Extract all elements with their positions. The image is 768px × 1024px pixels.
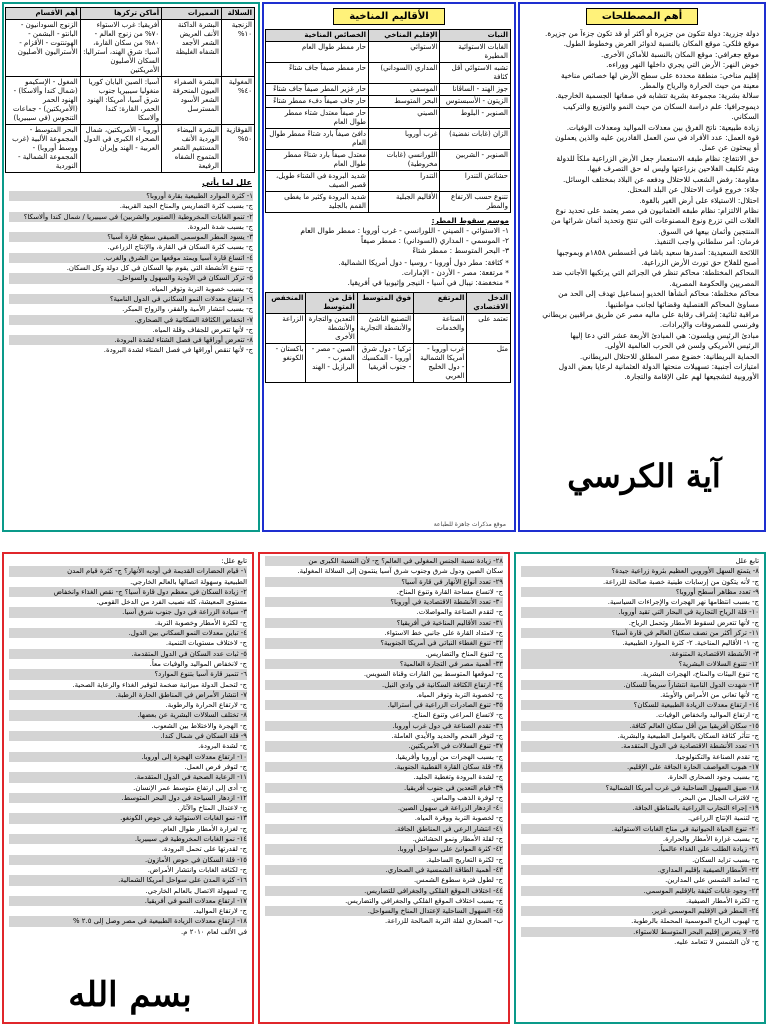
reason-line: ٤٣- أهمية الطاقة الشمسية في الصحاري. <box>265 865 503 875</box>
reason-line: ١٣- شهدت الدول النامية انتشاراً سريعاً للسكان. <box>521 680 759 690</box>
bismillah-text: بسم الله <box>68 975 192 1015</box>
climate-cell: الزان (غابات نفضية) <box>440 129 511 150</box>
reason-line: ١٧- هبوب العواصف الحارة الجافة على الإقليم. <box>521 762 759 772</box>
climate-cell: حار غزير المطر صيفاً جاف شتاءً <box>266 84 369 96</box>
table-row <box>266 192 511 213</box>
reason-line: ج- لتحمل الدولة ميزانية ضخمة لتوفير الغذاء والرعاية الصحية. <box>72 680 247 689</box>
climate-cell: الاستوائي <box>369 42 440 63</box>
race-header-cell: أهم الأقسام <box>6 8 81 20</box>
growth-line: * كثافة: مطر دول أوروبا - روسيا - دول أمريكا الشمالية. <box>338 258 509 267</box>
climate-cell: الأقاليم الجبلية <box>369 192 440 213</box>
income-table-body <box>266 314 511 383</box>
reason-line: ١٣- نمو الغابات الاستوائية في حوض الكونغو. <box>9 813 247 823</box>
population-growth-lines <box>269 258 509 288</box>
reason-line: ١٧- ارتفاع معدلات النمو في أفريقيا. <box>9 896 247 906</box>
reason-line: ج- بسبب انتشار الأمية والفقر، والزواج المبكر. <box>122 305 253 314</box>
rain-season-block <box>264 213 514 288</box>
race-cell: البحر المتوسط - المجموعة الألبية (غرب ووسط أوروبا) - المجموعة الشمالية - النوردية <box>6 125 81 173</box>
climate-header-cell: النبات <box>440 30 511 42</box>
race-cell: البشرة الداكنة الأنف العريض الشعر الأجعد الشفاه الغليظة <box>162 20 222 77</box>
reason-line: ١- كثرة الموارد الطبيعية بقارة أوروبا؟ <box>9 191 253 201</box>
reason-line: ١٤- نمو الغابات المخروطية في سيبيريا. <box>9 834 247 844</box>
reason-line: ٢٠- تنوع الحياة الحيوانية في مناخ الغابات الاستوائية. <box>521 824 759 834</box>
reason-line: ج- تتأثر كثافة السكان بالعوامل الطبيعية والبشرية. <box>617 732 759 741</box>
reason-line: ١- قيام الحضارات القديمة في أوديه الأنهار؟ ج- كثرة قيام المدن <box>9 566 247 576</box>
reason-line: ج- بسبب غزارة الأمطار والحرارة. <box>662 835 759 844</box>
income-cell: الصين - مصر - المغرب - البرازيل - الهند <box>306 344 357 383</box>
reason-line: ج- لسهولة الاتصال بالعالم الخارجي. <box>145 886 247 895</box>
reason-line: ج- بسبب خصوبة التربة وتوفر المياه. <box>149 284 253 293</box>
reason-line: ج- تتنوع الأنشطة التي يقوم بها السكان في كل دولة وكل السكان. <box>66 264 253 273</box>
reason-line: ٤٠- ازدهار الزراعة في سهول الصين. <box>265 803 503 813</box>
reason-line: ج- لوفرة الذهب والماس. <box>431 793 503 802</box>
term-line: زيادة طبيعية: ناتج الفرق بين معدلات المواليد ومعدلات الوفيات. <box>566 122 759 132</box>
reason-line: ج- لتنوع المناخ والتضاريس. <box>425 649 503 658</box>
race-header-cell: أماكن تركزها <box>80 8 161 20</box>
table-row <box>266 150 511 171</box>
bottom-left-panel <box>2 552 254 1024</box>
race-panel <box>2 2 260 532</box>
reason-line: ٤٤- اختلاف الموقع الفلكي والجغرافي للتضاريس. <box>265 886 503 896</box>
reason-line: ج- لكثرة الأمطار وخصوبة التربة. <box>154 618 247 627</box>
term-line: قوة العمل: عدد الأفراد في سن العمل القادرين عليه والذين يعملون <box>555 133 759 143</box>
race-cell: أفريقيا: غرب الاستواء ٧٠% من زنوج العالم - ٨٠% من سكان القارة، آسيا: شرق الهند، أستراليا: السكان الأصليون الأمريكتين <box>80 20 161 77</box>
rain-line: ١- الاستوائي - الصيني - اللورانسي - غرب أوروبا : ممطر طوال العام <box>300 226 509 235</box>
reason-line: الطبيعية وسهولة اتصالها بالعالم الخارجي. <box>130 577 247 586</box>
reason-line: ج- لاختلاف مستويات التنمية. <box>165 639 247 648</box>
race-cell: البشرة البيضاء الوردية الأنف المستقيم الشعر المتموج الشفاه الرفيعة <box>162 125 222 173</box>
term-line: مبادئ الرئيس ويلسون: هي المبادئ الأربعة عشر التي دعا إليها <box>570 330 759 340</box>
term-line: دولة جزرية: دولة تتكون من جزيرة أو أكثر أو قد تكون جزءاً من جزيرة. <box>545 29 759 38</box>
reason-line: ج- لأنها تتعرض للجفاف وقلة المياه. <box>152 325 253 334</box>
reason-line: ٤٢- كثرة الموانئ على سواحل أوروبا. <box>265 844 503 854</box>
term-line: مقاومة: رفض الشعب للاحتلال ودفعه عن البلاد بمختلف الوسائل. <box>562 174 759 184</box>
reason-line: ٦- تتميز قارة آسيا بتنوع الموارد؟ <box>9 669 247 679</box>
reason-line: ١١- الرعاية الصحية في الدول المتقدمة. <box>9 772 247 782</box>
reasons-list <box>4 189 258 358</box>
reason-line: ٧- انخفاض الكثافة السكانية في الصحاري. <box>9 315 253 325</box>
reason-line: ج- لتوفر الفحم والحديد والأيدي العاملة. <box>391 732 503 741</box>
term-line: سلالة بشرية: مجموعة بشرية تتشابه في صفاتها الجسمية الخارجية. <box>555 91 759 101</box>
race-table-header <box>6 8 255 20</box>
terms-panel-title: أهم المصطلحات <box>586 8 698 25</box>
term-line: فرمان: أمر سلطاني واجب التنفيذ. <box>654 237 759 247</box>
reason-line: ج- بسبب انتظامها نهر الهجرات والإجراءات السياسية. <box>607 598 759 607</box>
term-line: المصريين والحكومة المصرية. <box>669 278 759 288</box>
reason-line: ج- بسبب اختلاف الموقع الفلكي والجغرافي والتضاريس. <box>345 896 503 905</box>
reason-line: ٤- تباين معدلات النمو السكاني بين الدول. <box>9 628 247 638</box>
race-cell: المغولية ٤٠% <box>221 77 254 125</box>
term-line: إقليم مناخي: منطقة محددة على سطح الأرض لها خصائص مناخية <box>561 70 759 80</box>
reason-line: ج- بسبب تزايد السكان. <box>692 855 759 864</box>
climate-panel <box>262 2 516 532</box>
climate-cell: حار ممطر طوال العام <box>266 42 369 63</box>
reason-line: ج- لأنها تنقص أوراقها في فصل الشتاء لشدة البرودة. <box>103 346 253 355</box>
income-table-header <box>266 293 511 314</box>
climate-cell: البحر المتوسط <box>369 96 440 108</box>
race-header-cell: السلالة <box>221 8 254 20</box>
reason-line: ج- لارتفاع الحرارة والرطوبة. <box>165 701 247 710</box>
reason-line: ٨- تختلف السلالات البشرية عن بعضها. <box>9 710 247 720</box>
bottom-right-panel <box>514 552 766 1024</box>
reason-line: ١٤- ارتفاع معدلات الزيادة الطبيعية للسكان؟ <box>521 700 759 710</box>
reason-line: ٤- اتساع قارة آسيا ويمتد موقعها من الشرق والغرب. <box>9 253 253 263</box>
reason-line: ج- لتقدم الصناعة والمواصلات. <box>416 608 503 617</box>
reason-line: ٢٢- الأمطار الصيفية بإقليم المداري. <box>521 865 759 875</box>
rain-line: ٢- الموسمي - المداري (السوداني) : ممطر صيفاً <box>360 236 509 245</box>
reason-line: ٢٨- زيادة نسبة الجنس المغولي في العالم؟ ج- لأن النسبة الكبرى من <box>265 556 503 566</box>
reason-line: ٤١- انتشار الرعي في المناطق الجافة. <box>265 824 503 834</box>
climate-cell: غرب أوروبا <box>369 129 440 150</box>
reason-line: في الألف لعام ٢٠١٠ م. <box>181 927 247 936</box>
bismillah-calligraphy <box>12 968 248 1022</box>
climate-cell: المداري (السوداني) <box>369 63 440 84</box>
rain-season-title: موسم سقوط المطر: <box>431 216 509 225</box>
reason-line: ج- لقلة الأمطار ونمو الحشائش. <box>412 835 503 844</box>
climate-cell: الغابات الاستوائية المطيرة <box>440 42 511 63</box>
climate-header-cell: الخصائص المناخية <box>266 30 369 42</box>
bottom-center-list <box>260 554 508 929</box>
income-table <box>265 292 511 383</box>
reason-line: ٣٨- قلة سكان القارة القطبية الجنوبية. <box>265 762 503 772</box>
income-cell: غرب أوروبا - أمريكا الشمالية - دول الخليج العربي <box>414 344 467 383</box>
reason-line: ٧- انتشار الأمراض في المناطق الحارة الرطبة. <box>9 690 247 700</box>
climate-cell: حشائش التندرا <box>440 171 511 192</box>
reason-line: ج- لشدة البرودة وتغطية الجليد. <box>413 773 503 782</box>
table-row <box>266 63 511 84</box>
climate-panel-footer: موقع مذكرات جاهزة للطباعة <box>433 521 506 528</box>
reason-line: سكان الصين ودول شرق وجنوب شرق آسيا ينتمون إلى السلالة المغولية. <box>297 567 503 576</box>
race-table <box>5 7 255 173</box>
reason-line: مستوى المعيشة، كله نصيب الفرد من الدخل القومي. <box>96 598 247 607</box>
income-cell: مثل <box>467 344 511 383</box>
income-cell: التعدين والتجارة والأنشطة الأخرى <box>306 314 357 344</box>
reason-line: ١٥- سكان أفريقيا من أقل سكان العالم كثافة. <box>521 721 759 731</box>
reason-line: ج- لارتفاع المواليد. <box>193 907 247 916</box>
reason-line: ٣١- تعدد الأقاليم المناخية في أفريقيا؟ <box>265 618 503 628</box>
reason-line: ١٦- تعدد الأنشطة الاقتصادية في الدول المتقدمة. <box>521 741 759 751</box>
reason-line: ١٢- تتنوع السلالات البشرية؟ <box>521 659 759 669</box>
reason-line: ٣٠- تعدد الأنشطة الاقتصادية في أوروبا؟ <box>265 597 503 607</box>
reason-line: ٣٢- تنوع الغطاء النباتي في أمريكا الجنوبية؟ <box>265 638 503 648</box>
race-header-cell: المميزات <box>162 8 222 20</box>
table-row <box>266 344 511 383</box>
reason-line: ج- لكثافة الغابات وانتشار الأمراض. <box>147 865 247 874</box>
term-line: مساوئ المحاكم القنصلية وقضائها لجانب مواطنيها. <box>605 299 759 309</box>
reason-line: ٩- تعدد مظاهر أسطح أوروبا؟ <box>521 587 759 597</box>
table-row <box>6 77 255 125</box>
reason-line: ١٩- إجراء التجارب الزراعية بالمناطق الجافة. <box>521 803 759 813</box>
climate-cell: شديد البرودة وكثير ما يغطى القمم بالجليد <box>266 192 369 213</box>
reason-line: تابع علل <box>735 557 759 565</box>
term-line: خوض النهر: الأرض التي يجري داخلها النهر ووراءه. <box>606 60 759 70</box>
term-line: أو يبحثون عن عمل. <box>699 143 759 153</box>
reason-line: ٢٤- المطر في الإقليم الموسمي غزير. <box>521 906 759 916</box>
term-line: وفرنسي للمصروفات والإيرادات. <box>659 320 759 330</box>
reason-line: ١٨- ضيق السهول الساحلية في غرب أمريكا الشمالية؟ <box>521 783 759 793</box>
climate-cell: الصنوبر - الشربين <box>440 150 511 171</box>
reason-line: ج- لتعامد الشمس على المدارين. <box>665 876 759 885</box>
reason-line: ج- بسبب وجود الصحاري الحارة. <box>667 773 759 782</box>
income-header-cell: الدخل الاقتصادي <box>467 293 511 314</box>
rain-season-lines <box>269 226 509 256</box>
growth-line: * مرتفعة: مصر - الأردن - الإمارات. <box>401 268 509 277</box>
term-line: ديموجرافيا: علم دراسة السكان من حيث النمو والتوزيع والتركيب <box>563 101 759 111</box>
reason-line: ج- الهجرة والاختلاط بين الشعوب. <box>151 721 247 730</box>
table-row <box>266 129 511 150</box>
reason-line: ج- لغزارة الأمطار طوال العام. <box>160 824 247 833</box>
reason-line: ٥- ثبات عدد السكان في الدول المتقدمة. <box>9 649 247 659</box>
term-line: الأوروبية لتشجيعها لهم على الإقامة والتجارة. <box>624 372 759 382</box>
income-header-cell: المرتفع <box>414 293 467 314</box>
reason-line: ٤٥- السهول الساحلية لإعتدال المناخ والسواحل. <box>265 906 503 916</box>
reason-line: ج- لخصوبة التربة ووفرة المياه. <box>414 814 503 823</box>
reason-line: ٣٣- أهمية مصر في التجارة العالمية؟ <box>265 659 503 669</box>
table-row <box>266 314 511 344</box>
reason-line: ج- ارتفاع المواليد وانخفاض الوفيات. <box>655 711 759 720</box>
income-header-cell: المنخفض <box>266 293 306 314</box>
reason-line: ٨- يتمتع السهل الأوروبي العظيم بثروة زراعية جيدة؟ <box>521 566 759 576</box>
climate-cell: الصيني <box>369 108 440 129</box>
table-row <box>266 108 511 129</box>
reason-line: ج- لاتساع مساحة القارة وتنوع المناخ. <box>396 587 503 596</box>
bottom-left-list <box>4 554 252 939</box>
bottom-right-list <box>516 554 764 949</box>
reason-line: ٢- تنمو الغابات المخروطية (الصنوبر والشربين) في سيبيريا / شمال كندا وألاسكا؟ <box>9 212 253 222</box>
climate-cell: الزيتون - الأسبستوس <box>440 96 511 108</box>
income-cell: الزراعة <box>266 314 306 344</box>
income-cell: تركيا - دول شرق أوروبا - المكسيك - جنوب أفريقيا <box>357 344 413 383</box>
reason-line: ٣- يسود المطر الموسمي الصيفي سطح قارة آسيا؟ <box>9 232 253 242</box>
reason-line: ج- لموقعها المتوسط بين القارات وقناة السويس. <box>363 670 503 679</box>
term-line: محاكم مختلطة: محاكم أنشأها الخديو إسماعيل تهدف إلى الحد من <box>558 289 759 299</box>
reason-line: ج- تقدم الصناعة والتكنولوجيا. <box>675 752 759 761</box>
term-line: احتلال: الاستيلاء على أرض الغير بالقوة. <box>639 195 759 205</box>
reason-line: ٩- قلة السكان في شمال كندا. <box>9 731 247 741</box>
race-cell: الزنوج السودانيون - البانتو - البشمن - الهوتنتوت - الأقزام - الأستراليون الأصليون <box>6 20 81 77</box>
income-cell: باكستان - الكونغو <box>266 344 306 383</box>
reason-line: ج- لانخفاض المواليد والوفيات معاً. <box>149 659 247 668</box>
race-cell: القوقازية ٥٠% <box>221 125 254 173</box>
climate-cell: تشبه الاستوائي أقل كثافة <box>440 63 511 84</box>
table-row <box>266 84 511 96</box>
income-cell: الصناعة والخدمات <box>414 314 467 344</box>
terms-panel <box>518 2 766 532</box>
race-cell: الزنجية ١٠% <box>221 20 254 77</box>
reason-line: ج- لأنها تتعرض لسقوط الأمطار وتحمل الرياح. <box>628 618 759 627</box>
climate-cell: شديد البرودة في الشتاء طويل، قصير الصيف <box>266 171 369 192</box>
term-line: المحاكم المختلطة: محاكم تنظر في الجرائم التي يرتكبها الأجانب ضد <box>552 268 759 278</box>
growth-line: * منخفضة: نيبال في آسيا - النيجر وإثيوبيا في أفريقيا. <box>347 278 509 287</box>
term-line: المنتجين وأثمان بيعها في السوق. <box>658 226 759 236</box>
race-cell: المغول - الإسكيمو (شمال كندا وألاسكا) - الهنود الحمر (الأمريكتين) - جماعات التنجوس (في سيبيريا) <box>6 77 81 125</box>
term-line: الحماية البريطانية: خضوع مصر المطلق للاحتلال البريطاني. <box>579 351 759 361</box>
reason-line: ج- لاتساع المراعي وتنوع المناخ. <box>411 711 503 720</box>
reason-line: ج- أدى إلى ارتفاع متوسط عمر الإنسان. <box>133 783 247 792</box>
reason-line: ج- لتوفر فرص العمل. <box>184 762 247 771</box>
climate-cell: الصنوبر - البلوط <box>440 108 511 129</box>
reason-line: ج- لطول فترة سطوع الشمس. <box>413 876 503 885</box>
reason-line: ٣٦- تقدم الصناعة في دول غرب أوروبا. <box>265 721 503 731</box>
reason-line: ج- لاقتراب الجبال من البحر. <box>678 793 759 802</box>
income-cell: التصنيع الناشئ والأنشطة التجارية <box>357 314 413 344</box>
term-line: نظام الالتزام: نظام طبقه العثمانيون في مصر يعتمد على تحديد نوع <box>555 205 759 215</box>
reason-line: ٣٥- تنوع الصادرات الزراعية في أستراليا. <box>265 700 503 710</box>
race-table-body <box>6 20 255 173</box>
ayah-al-kursi-calligraphy <box>528 428 760 524</box>
reason-line: ج- بسبب الهجرات من أوروبا وأفريقيا. <box>395 752 503 761</box>
reason-line: ج- لاعتدال المناخ والآثار. <box>177 804 247 813</box>
reason-line: ٢١- زيادة الطلب على الغذاء عالمياً. <box>521 844 759 854</box>
reason-line: ج- تنوع البيئات والمناخ، الهجرات البشرية. <box>640 670 759 679</box>
race-cell: البشرة الصفراء العيون المنحرفة الشعر الأسود المسترسل <box>162 77 222 125</box>
income-header-cell: أقل من المتوسط <box>306 293 357 314</box>
climate-cell: دافئ صيفاً بارد شتاءً ممطر طوال العام <box>266 129 369 150</box>
reason-line: ٣- سيادة الزراعة في دول جنوب شرق آسيا. <box>9 607 247 617</box>
term-line: الغلات التي تزرع ونوع المصنوعات التي تنتج وتحديد أثمان شرائها من <box>551 216 759 226</box>
reason-line: ج- بسبب كثرة السكان في القارة، والإنتاج الزراعي. <box>107 243 253 252</box>
term-line: الرئيس الأمريكي ولسن في الحرب العالمية الأولى. <box>604 341 759 351</box>
climate-table <box>265 29 511 213</box>
rain-line: ٣- البحر المتوسط : ممطر شتاءً <box>412 246 509 255</box>
reason-line: ٢٣- وجود غابات كثيفة بالإقليم الموسمي. <box>521 886 759 896</box>
reason-line: ١٥- قلة السكان في حوض الأمازون. <box>9 855 247 865</box>
reason-line: ج- لأن الشمس لا تتعامد عليه. <box>674 937 759 946</box>
reason-line: ب- الصحاري لقلة التربة الصالحة للزراعة. <box>384 917 503 926</box>
reason-line: ج- بسبب شدة البرودة. <box>187 222 253 231</box>
reason-line: ٢٩- تعدد أنواع الأنهار في قارة آسيا؟ <box>265 577 503 587</box>
climate-cell: حار جاف صيفاً دفء ممطر شتاءً <box>266 96 369 108</box>
reason-line: ٥- تركز السكان في الأودية والسهول والسواحل. <box>9 273 253 283</box>
reason-line: ١٨- ارتفاع معدلات الزيادة الطبيعية في مصر وصل إلى ٢.٥ % <box>9 916 247 926</box>
reason-line: ١٦- كثرة المدن على سواحل أمريكا الشمالية. <box>9 875 247 885</box>
climate-cell: اللورانسي (غابات مخروطية) <box>369 150 440 171</box>
income-cell: تعتمد على <box>467 314 511 344</box>
climate-table-body <box>266 42 511 213</box>
reason-line: ٣٧- تنوع السلالات في الأمريكتين. <box>265 741 503 751</box>
term-line: اللائحة السعيدية: أصدرها سعيد باشا في أغسطس ١٨٥٨م وبموجبها <box>556 247 759 257</box>
term-line: أصبح للفلاح حق تورث الأرض الزراعية. <box>641 257 759 267</box>
climate-panel-title: الأقاليم المناخية <box>333 8 445 25</box>
reason-line: ج- لهبوب الرياح الموسمية المحملة بالرطوبة. <box>631 917 759 926</box>
race-cell: آسيا: الصين اليابان كوريا منغوليا سيبيريا جنوب شرق آسيا، أمريكا: الهنود الحمر، القارة: كندا وألاسكا <box>80 77 161 125</box>
term-line: جلاء: خروج قوات الاحتلال عن البلد المحتل. <box>627 185 759 195</box>
reason-line: ج- لخصوبة التربة وتوفر المياه. <box>416 690 503 699</box>
race-cell: أوروبا - الأمريكتين، شمال الصحراء الكبرى في الدول العربية - الهند وإيران <box>80 125 161 173</box>
climate-cell: تتنوع حسب الارتفاع والمطر <box>440 192 511 213</box>
climate-cell: التندرا <box>369 171 440 192</box>
reason-line: ج- لأنه يتكون من إرسابات طينية خصبة صالحة للزراعة. <box>602 577 759 586</box>
reason-line: ٢٥- لا يتعرض إقليم البحر المتوسط للاستواء. <box>521 927 759 937</box>
table-row <box>266 42 511 63</box>
reason-line: ١٠- ارتفاع معدلات الهجرة إلى أوروبا. <box>9 752 247 762</box>
reason-line: ١٢- ازدهار السياحة في دول البحر المتوسط. <box>9 793 247 803</box>
term-line: ويتم تكليف الفلاحين بزراعتها وليس له حق التصرف فيها. <box>587 164 759 174</box>
reason-line: ١٠- قلة الرياح التجارية في البحار التي تقيد أوروبا. <box>521 607 759 617</box>
table-row <box>6 125 255 173</box>
reason-line: ج- ١- الأقاليم المناخية. ٢- كثرة الموارد الطبيعية. <box>622 639 759 648</box>
table-row <box>266 96 511 108</box>
term-line: موقع فلكي: موقع المكان بالنسبة لدوائر العرض وخطوط الطول. <box>563 39 759 49</box>
reason-line: ١١- تركز أكثر من نصف سكان العالم في قارة آسيا؟ <box>521 628 759 638</box>
climate-table-header <box>266 30 511 42</box>
term-line: حق الانتفاع: نظام طبقه الاستعمار جعل الأرض الزراعية ملكاً للدولة <box>556 153 759 163</box>
term-line: امتيازات أجنبية: تسهيلات منحتها الدولة العثمانية لرعايا بعض الدول <box>558 362 759 371</box>
reason-line: ٦- ارتفاع معدلات النمو السكاني في الدول النامية؟ <box>9 294 253 304</box>
reason-line: ج- لقدرتها على تحمل البرودة. <box>161 845 247 854</box>
climate-cell: حار صيفاً معتدل شتاء ممطر طوال العام <box>266 108 369 129</box>
term-line: مراقبة ثنائية: إشراف رقابة على ماليه مصر عن طريق مراقبين بريطاني <box>542 309 759 319</box>
reason-line: تابع علل: <box>221 557 247 565</box>
climate-header-cell: الإقليم المناخي <box>369 30 440 42</box>
reason-line: ٢- زيادة السكان في معظم دول قارة آسيا؟ ج- نقص الغذاء وانخفاض <box>9 587 247 597</box>
reason-line: ٣٩- قيام التعدين في جنوب أفريقيا. <box>265 783 503 793</box>
reason-line: ج- لتنمية الإنتاج الزراعي. <box>687 814 759 823</box>
reason-line: ج- لكثرة التعاريج الساحلية. <box>426 855 503 864</box>
climate-cell: معتدل صيفاً بارد شتاءً ممطر طوال العام <box>266 150 369 171</box>
reason-line: ج- لشدة البرودة. <box>198 742 247 751</box>
table-row <box>6 20 255 77</box>
reason-line: ج- لأنها تعاني من الأمراض والأوبئة. <box>660 690 759 699</box>
reason-line: ج- لكثرة الأمطار الصيفية. <box>685 896 759 905</box>
reason-line: ج- لامتداد القارة على جانبي خط الاستواء. <box>384 629 503 638</box>
climate-cell: جوز الهند - الساڤانا <box>440 84 511 96</box>
term-line: معينة من حيث الحرارة والرياح والمطر. <box>639 81 759 91</box>
reason-line: ٨- تتعرض أوراقها في فصل الشتاء لشدة البرودة. <box>9 335 253 345</box>
income-header-cell: فوق المتوسط <box>357 293 413 314</box>
terms-list <box>520 29 764 383</box>
term-line: موقع جغرافي: موقع المكان بالنسبة للأماكن الأخرى. <box>600 49 759 59</box>
reason-line: ٣- الأنشطة الاقتصادية المتنوعة. <box>521 649 759 659</box>
table-row <box>266 171 511 192</box>
reason-line: ٣٤- ارتفاع الكثافة السكانية في وادي النيل. <box>265 680 503 690</box>
bottom-center-panel <box>258 552 510 1024</box>
climate-cell: حار ممطر صيفاً جاف شتاءً <box>266 63 369 84</box>
climate-cell: الموسمي <box>369 84 440 96</box>
ayah-al-kursi-text: آية الكرسي <box>567 457 721 495</box>
reasons-title: علل لما يأتي <box>202 178 252 187</box>
reason-line: ج- بسبب كثرة التضاريس والمناخ الجيد القريبة. <box>119 202 253 211</box>
term-line: السكاني. <box>731 112 759 122</box>
